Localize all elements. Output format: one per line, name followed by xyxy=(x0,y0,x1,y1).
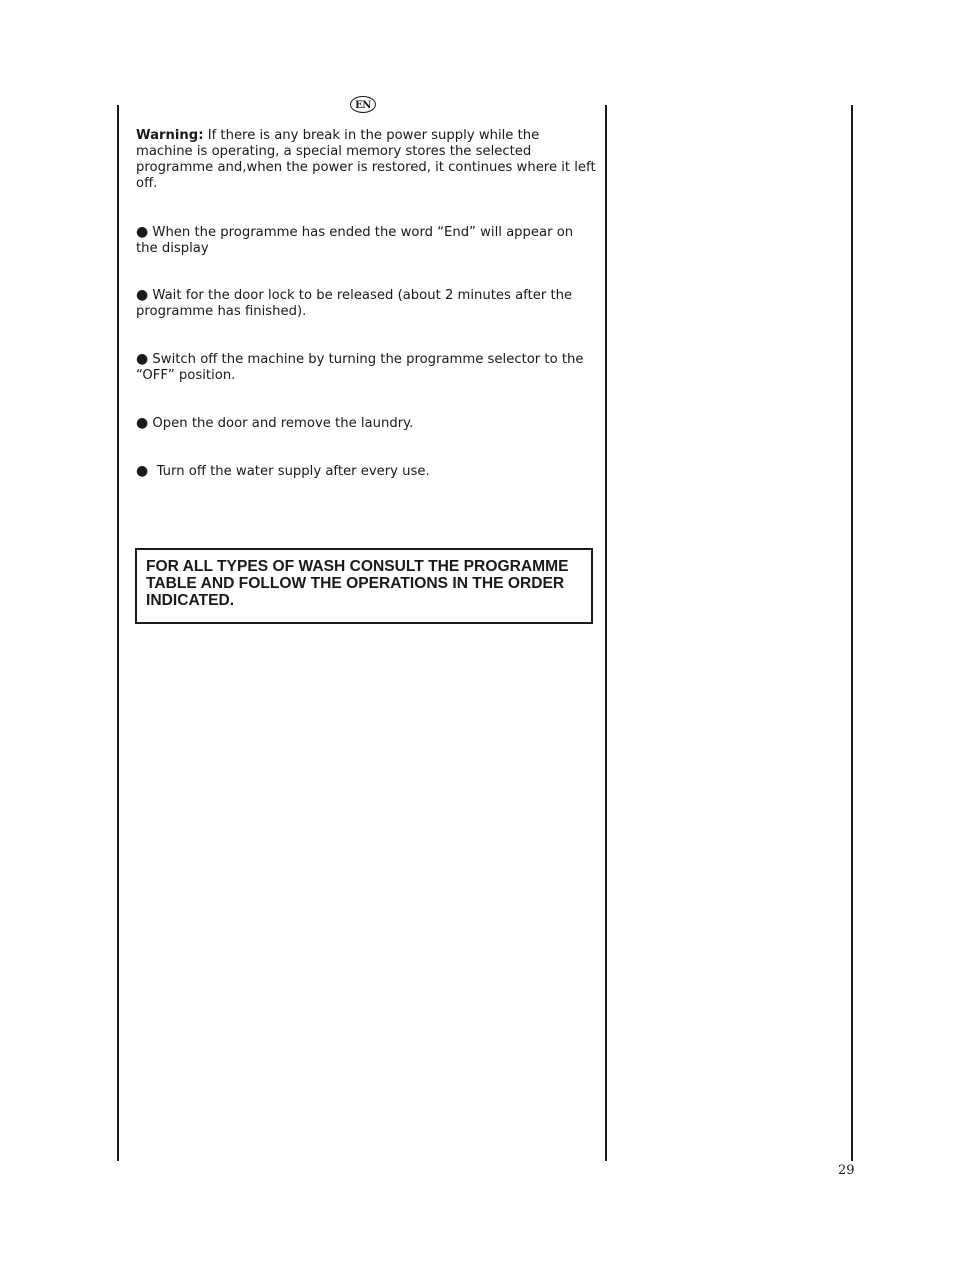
list-item xyxy=(136,415,596,432)
list-item xyxy=(136,463,596,480)
language-badge: EN xyxy=(350,96,376,113)
bullet-text: When the programme has ended the word “End” will appear on the display xyxy=(136,225,574,256)
middle-border-line xyxy=(605,105,607,1161)
bullet-text: Switch off the machine by turning the programme selector to the “OFF” position. xyxy=(136,352,584,383)
left-border-line xyxy=(117,105,119,1161)
bullet-text: Open the door and remove the laundry. xyxy=(148,416,414,431)
list-item xyxy=(136,351,596,384)
list-item xyxy=(136,287,596,320)
page-number: 29 xyxy=(838,1163,855,1178)
bullet-icon: ● xyxy=(136,351,149,367)
warning-text: If there is any break in the power supply while the machine is operating, a special memory stores the selected programme and,when the power is restored, it continues where it left off. xyxy=(136,128,596,191)
bullet-icon: ● xyxy=(136,224,149,240)
notice-box: FOR ALL TYPES OF WASH CONSULT THE PROGRAMME TABLE AND FOLLOW THE OPERATIONS IN THE ORDER INDICATED. xyxy=(135,548,593,624)
right-border-line xyxy=(851,105,853,1161)
warning-paragraph xyxy=(136,128,596,192)
bullet-icon: ● xyxy=(136,287,149,303)
bullet-icon: ● xyxy=(136,415,149,431)
bullet-text: Turn off the water supply after every use. xyxy=(148,464,430,479)
list-item xyxy=(136,224,596,257)
bullet-text: Wait for the door lock to be released (about 2 minutes after the programme has finished). xyxy=(136,288,573,319)
bullet-icon: ● xyxy=(136,463,149,479)
warning-label: Warning: xyxy=(136,128,204,143)
